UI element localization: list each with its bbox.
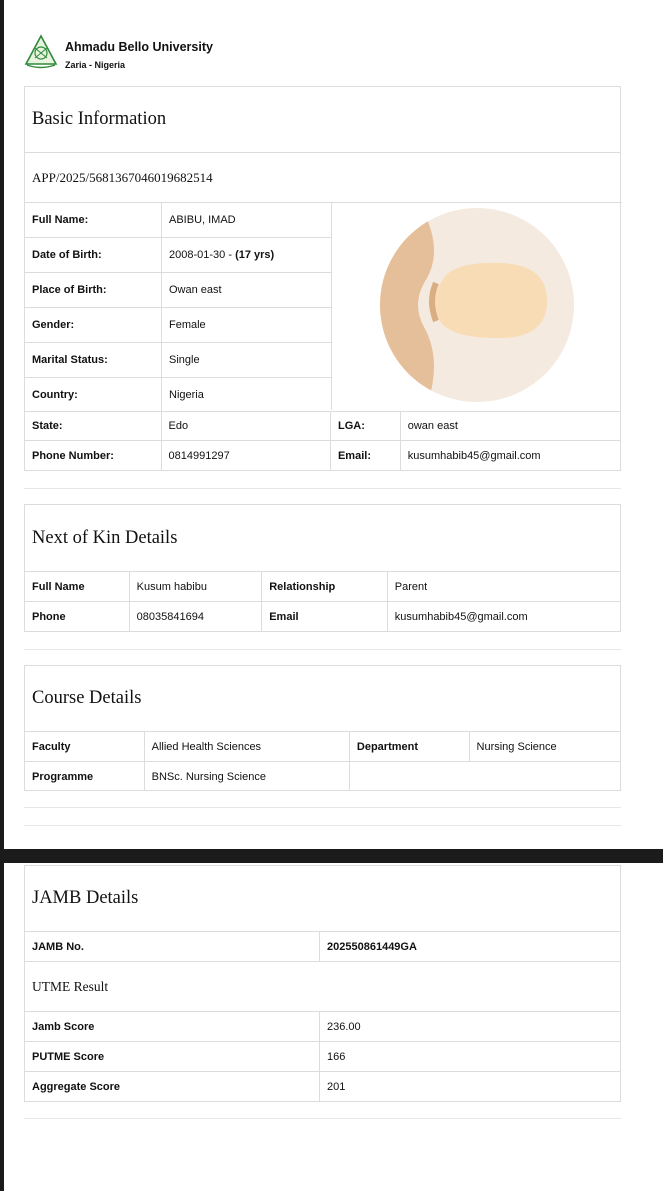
marital-label: Marital Status: bbox=[32, 354, 108, 366]
dob-age: (17 yrs) bbox=[235, 249, 275, 261]
kin-relationship-label: Relationship bbox=[261, 572, 387, 601]
university-name: Ahmadu Bello University bbox=[65, 40, 213, 54]
programme-empty-cell bbox=[349, 762, 620, 791]
country-value: Nigeria bbox=[161, 378, 331, 411]
university-location: Zaria - Nigeria bbox=[65, 60, 126, 70]
jamb-no-value: 202550861449GA bbox=[319, 932, 620, 961]
full-name-label: Full Name: bbox=[32, 214, 89, 226]
marital-value: Single bbox=[161, 343, 331, 377]
jamb-no-label: JAMB No. bbox=[32, 940, 84, 953]
aggregate-score-label: Aggregate Score bbox=[32, 1080, 121, 1093]
kin-name-label: Full Name bbox=[32, 580, 85, 593]
full-name-value: ABIBU, IMAD bbox=[161, 203, 331, 237]
phone-label: Phone Number: bbox=[32, 449, 114, 462]
utme-result-title: UTME Result bbox=[32, 978, 109, 994]
screen-frame-band bbox=[0, 849, 663, 863]
lga-label: LGA: bbox=[330, 412, 400, 440]
programme-value: BNSc. Nursing Science bbox=[144, 762, 349, 791]
gender-value: Female bbox=[161, 308, 331, 342]
jamb-score-value: 236.00 bbox=[319, 1012, 620, 1041]
divider bbox=[24, 825, 621, 826]
divider bbox=[24, 1118, 621, 1119]
putme-score-label: PUTME Score bbox=[32, 1050, 105, 1063]
basic-info-title: Basic Information bbox=[32, 109, 167, 129]
application-number: APP/2025/5681367046019682514 bbox=[32, 169, 213, 185]
basic-information-section bbox=[24, 86, 621, 471]
course-title: Course Details bbox=[32, 688, 142, 708]
kin-email-value: kusumhabib45@gmail.com bbox=[387, 602, 620, 631]
kin-phone-value: 08035841694 bbox=[129, 602, 262, 631]
gender-label: Gender: bbox=[32, 319, 75, 331]
next-of-kin-section bbox=[24, 504, 621, 632]
faculty-label: Faculty bbox=[32, 740, 71, 753]
divider bbox=[24, 649, 621, 650]
country-label: Country: bbox=[32, 388, 78, 401]
programme-label: Programme bbox=[32, 770, 94, 783]
dob-value bbox=[161, 238, 331, 272]
screen-frame-left bbox=[0, 0, 4, 1191]
kin-phone-label: Phone bbox=[32, 610, 66, 623]
dob-label: Date of Birth: bbox=[32, 249, 102, 261]
default-avatar-icon bbox=[332, 203, 623, 411]
kin-email-label: Email bbox=[261, 602, 387, 631]
putme-score-value: 166 bbox=[319, 1042, 620, 1071]
aggregate-score-value: 201 bbox=[319, 1072, 620, 1101]
department-label: Department bbox=[349, 732, 469, 761]
jamb-score-label: Jamb Score bbox=[32, 1020, 95, 1033]
divider bbox=[24, 488, 621, 489]
pob-label: Place of Birth: bbox=[32, 284, 107, 296]
abu-crest-icon bbox=[24, 34, 58, 70]
state-value: Edo bbox=[161, 412, 330, 440]
jamb-title: JAMB Details bbox=[32, 888, 139, 908]
faculty-value: Allied Health Sciences bbox=[144, 732, 349, 761]
kin-relationship-value: Parent bbox=[387, 572, 620, 601]
state-label: State: bbox=[32, 420, 63, 432]
divider bbox=[24, 807, 621, 808]
jamb-details-section bbox=[24, 865, 621, 1102]
passport-photo bbox=[331, 202, 622, 410]
lga-value: owan east bbox=[400, 412, 620, 440]
department-value: Nursing Science bbox=[469, 732, 620, 761]
kin-name-value: Kusum habibu bbox=[129, 572, 262, 601]
course-details-section bbox=[24, 665, 621, 791]
email-label: Email: bbox=[330, 441, 400, 470]
kin-title: Next of Kin Details bbox=[32, 527, 178, 548]
email-value: kusumhabib45@gmail.com bbox=[400, 441, 620, 470]
pob-value: Owan east bbox=[161, 273, 331, 307]
dob-date: 2008-01-30 - bbox=[169, 249, 232, 261]
phone-value: 0814991297 bbox=[161, 441, 330, 470]
